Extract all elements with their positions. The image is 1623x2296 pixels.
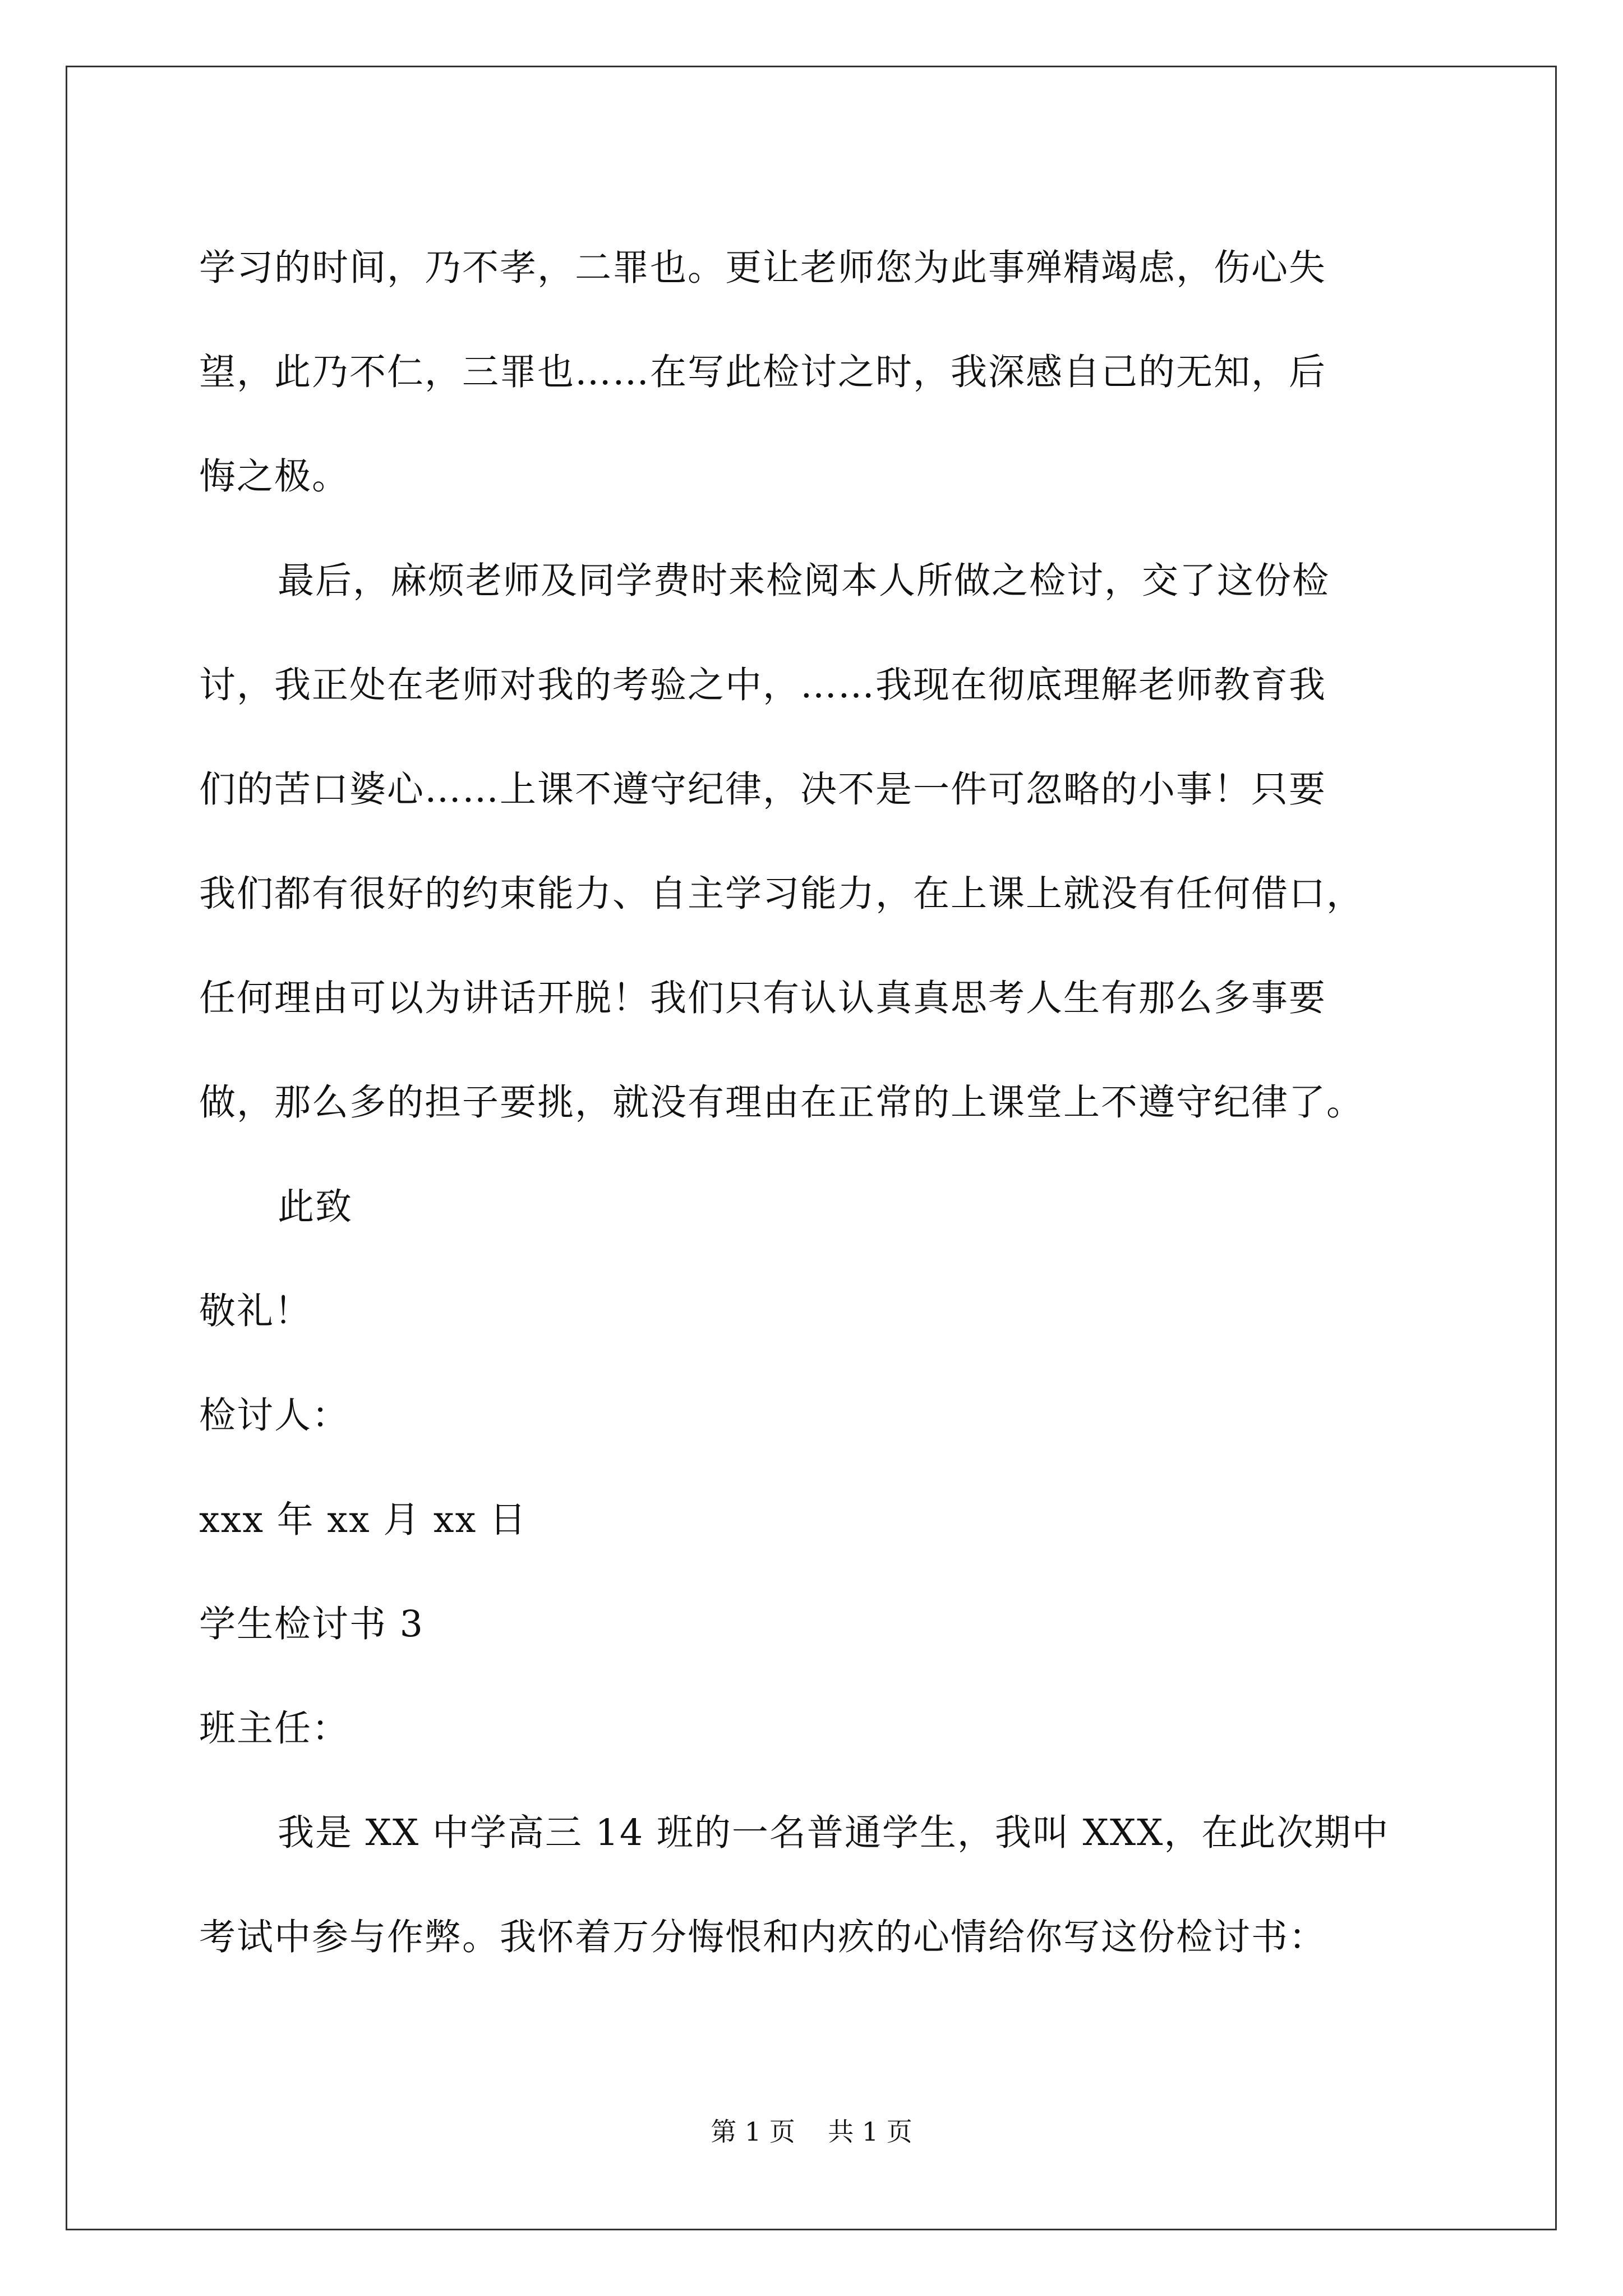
document-body — [199, 216, 1433, 1990]
addressee: 班主任： — [199, 1708, 350, 1750]
text-line: 学习的时间，乃不孝，二罪也。更让老师您为此事殚精竭虑，伤心失 — [199, 247, 1327, 289]
page-number-footer: 第 1 页 共 1 页 — [711, 2116, 912, 2147]
text-line: 们的苦口婆心……上课不遵守纪律，决不是一件可忽略的小事！只要 — [199, 769, 1327, 811]
text-line: 考试中参与作弊。我怀着万分悔恨和内疚的心情给你写这份检讨书： — [199, 1916, 1327, 1958]
text-line: 最后，麻烦老师及同学费时来检阅本人所做之检讨，交了这份检 — [278, 560, 1330, 602]
text-line: 任何理由可以为讲话开脱！我们只有认认真真思考人生有那么多事要 — [199, 977, 1327, 1019]
section-title: 学生检讨书 3 — [199, 1603, 425, 1645]
text-line: 我们都有很好的约束能力、自主学习能力，在上课上就没有任何借口， — [199, 873, 1364, 915]
text-line: 讨，我正处在老师对我的考验之中，……我现在彻底理解老师教育我 — [199, 664, 1327, 706]
text-line: 望，此乃不仁，三罪也……在写此检讨之时，我深感自己的无知，后 — [199, 351, 1327, 393]
closing-regards: 敬礼！ — [199, 1290, 312, 1332]
closing-salutation: 此致 — [278, 1186, 353, 1228]
text-line: 悔之极。 — [199, 455, 350, 498]
signature-label: 检讨人： — [199, 1395, 350, 1437]
text-line: 做，那么多的担子要挑，就没有理由在正常的上课堂上不遵守纪律了。 — [199, 1082, 1364, 1124]
text-line: 我是 XX 中学高三 14 班的一名普通学生，我叫 XXX，在此次期中 — [278, 1812, 1390, 1854]
date-line: xxx 年 xx 月 xx 日 — [199, 1499, 527, 1541]
